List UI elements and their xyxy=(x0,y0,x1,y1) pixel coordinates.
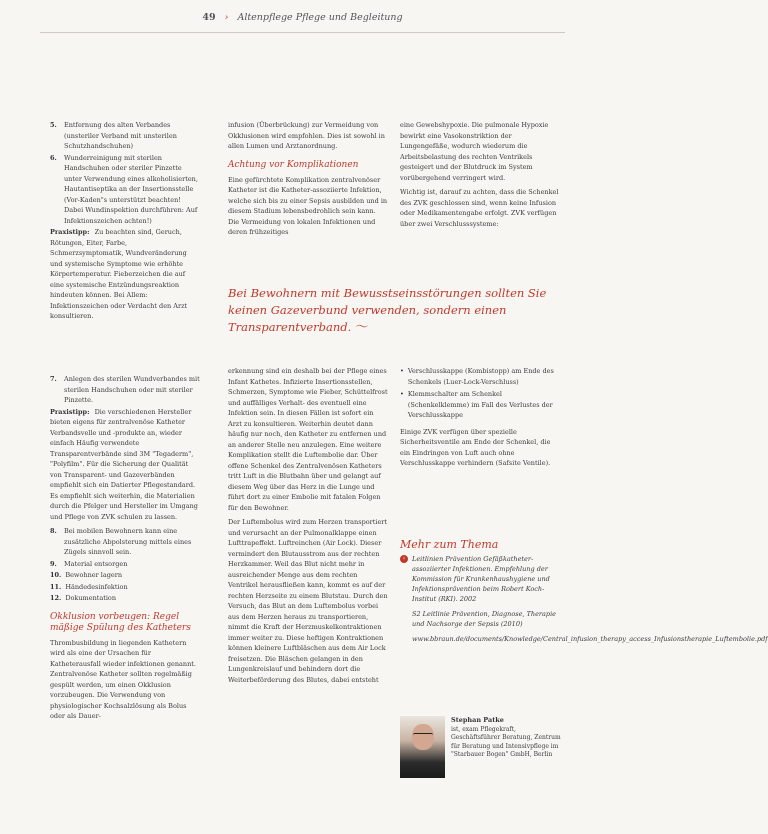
paragraph: Eine gefürchtete Komplikation zentralvenöser Katheter ist die Katheter-assoziierte Infektion, welche sich bis zu einer Sepsis ausbilden und in diesem Stadium lebensbedrohlich sein kann. Die Vermeidung von lokalen Infektionen und deren frühzeitiges xyxy=(228,175,388,236)
list-item: 12. Dokumentation xyxy=(50,594,117,602)
header-title: Altenpflege Pflege und Begleitung xyxy=(237,12,403,23)
list-item: 5. Entfernung des alten Verbandes (unsteriler Verband mit unsterilen Schutzhandschuhen) xyxy=(50,121,177,150)
praxistipp-2: Praxistipp: Die verschiedenen Hersteller bieten eigens für zentralvenöse Katheter Verbandsvelle und -produkte an, wieder einfach Häufig verwendete Transparentverbände sind 3M "Tegaderm", "Polyfilm". Für die Sicherung der Qualität von Transparent- und Gazeverbänden empfiehlt sich ein Datierter Pflegestandard. Es empfiehlt sich weiterhin, die Materialien durch die Pfelger und Hersteller im Umgang und Pflege von ZVK schulen zu lassen. xyxy=(50,407,198,521)
swoosh-icon: 〜 xyxy=(355,320,369,335)
section-heading: Okklusion vorbeugen: Regel mäßige Spülung des Katheters xyxy=(50,611,191,633)
author-box xyxy=(400,716,562,786)
column-1-bottom xyxy=(50,374,200,726)
paragraph: erkennung sind ein deshalb bei der Pflege eines Infant Kathetes. Infizierte Insertionsstellen, Schmerzen, Symptome wie Fieber, Schüttelfrost und auffälliges Verhalt- des eventuell eine Infektion sein. In diesen Fällen ist sofort ein Arzt zu konsultieren. Weiterhin deutet dann häufig nur noch, den Katheter zu entfernen und an anderer Stelle neu anzulegen. Eine weitere Komplikation stellt die Luftembolie dar. Über offene Schenkel des Zentralvenösen Katheters tritt Luft in die Blutbahn über und gelangt auf diesem Weg über das Herz in die Lunge und führt dort zu einer Embolie mit fatalen Folgen für den Bewohner. xyxy=(228,367,388,512)
column-2-top xyxy=(228,120,388,242)
header-rule xyxy=(40,32,565,33)
section-heading: Achtung vor Komplikationen xyxy=(228,159,359,170)
paragraph: Wichtig ist, darauf zu achten, dass die Schenkel des ZVK geschlossen sind, wenn keine Infusion oder Medikamentengabe erfolgt. ZVK verfügen über zwei Verschlusssysteme: xyxy=(400,188,559,228)
reference-link[interactable]: www.bbraun.de/documents/Knowledge/Central_infusion_therapy_access_Infusionstherapie_Luftembolie.pdf xyxy=(412,635,768,643)
paragraph: Thrombusbildung in liegenden Kathetern wird als eine der Ursachen für Katheterausfall wieder infektionen genannt. Zentralvenöse Katheter sollten regelmäßig gespült werden, um einen Okklusion vorzubeugen. Die Verwendung von physiologischer Kochsalzlösung als Bolus oder als Dauer- xyxy=(50,638,196,720)
author-name: Stephan Patke xyxy=(451,716,504,724)
page-number: 49 xyxy=(202,12,216,23)
list-item: • Verschlusskappe (Kombistopp) am Ende des Schenkels (Luer-Lock-Verschluss) xyxy=(400,367,554,386)
paragraph: infusion (Überbrückung) zur Vermeidung von Okklusionen wird empfohlen. Dies ist sowohl in allen Lumen und Arztanordnung. xyxy=(228,121,385,150)
list-item: • Klemmschalter am Schenkel (Schenkelklemme) im Fall des Verlustes der Verschlusskappe xyxy=(400,390,553,419)
list-item: 7. Anlegen des sterilen Wundverbandes mit sterilen Handschuhen oder mit steriler Pinzette. xyxy=(50,375,200,404)
reference-item: S2 Leitlinie Prävention, Diagnose, Therapie und Nachsorge der Sepsis (2010) xyxy=(412,610,557,628)
list-item: 8. Bei mobilen Bewohnern kann eine zusätzliche Abpolsterung mittels eines Zügels sinnvoll sein. xyxy=(50,527,192,556)
list-item: 10. Bewohner lagern xyxy=(50,571,123,579)
paragraph: Einige ZVK verfügen über spezielle Sicherheitsventile am Ende der Schenkel, die ein Eindringen von Luft auch ohne Verschlusskappe verhindern (Safsite Ventile). xyxy=(400,427,551,467)
further-reading-title: Mehr zum Thema xyxy=(400,538,499,551)
list-item: 6. Wunderreinigung mit sterilen Handschuhen oder steriler Pinzette unter Verwendung eines alkoholisierten, Hautantiseptika an der Insertionsstelle (Vor-Kaden"s unterstützt beachten! Dabei Wundinspektion durchführen: Auf Infektionszeichen achten!) xyxy=(50,153,198,225)
further-reading-box xyxy=(400,538,768,649)
reference-item: › Leitlinien Prävention Gefäßkatheter-assoziierter Infektionen. Empfehlung der Kommission für Krankenhaushygiene und Infektionsprävention beim Robert Koch-Institut (RKI). 2002 xyxy=(400,554,562,604)
running-header xyxy=(0,12,605,23)
column-3-top xyxy=(400,120,562,233)
list-item: 11. Händedesinfektion xyxy=(50,582,128,591)
column-2-bottom xyxy=(228,366,388,689)
header-separator: › xyxy=(224,12,229,23)
paragraph: Der Luftembolus wird zum Herzen transportiert und verursacht an der Pulmonalklappe einen Lufttrapeffekt. Luftreinchen (Air Lock). Dieser vermindert den Blutausstrom aus der rechten Herzkammer. Weil das Blut nicht mehr in ausreichender Menge aus dem rechten Ventrikel herausfließen kann, kommt es auf der rechten Herzseite zu einem Blutstau. Durch den Versuch, das Blut an dem Luftembolus vorbei aus dem Herzen heraus zu transportieren, nimmt die Kraft der Herzmuskelkontraktionen immer weiter zu. Diese heftigen Kontraktionen können kleinere Luftbläschen aus dem Air Lock freisetzen. Die Bläschen gelangen in den Lungenkreislauf und behindern dort die Weiterbeförderung des Blutes, dabei entsteht xyxy=(228,518,388,684)
paragraph: eine Gewebshypoxie. Die pulmonale Hypoxie bewirkt eine Vasokonstriktion der Lungengefäße, wodurch wiederum die Arbeitsbelastung des rechten Ventrikels gesteigert und der Blutdruck im System vorübergehend verringert wird. xyxy=(400,121,549,182)
arrow-bullet-icon: › xyxy=(400,555,408,563)
column-1-top xyxy=(50,120,200,326)
column-3-bottom xyxy=(400,366,562,473)
list-item: 9. Material entsorgen xyxy=(50,559,128,568)
praxistipp-1: Praxistipp: Zu beachten sind, Geruch, Rötungen, Eiter, Farbe, Schmerzsymptomatik, Wundveränderung und systemische Symptome wie erhöhte Körpertemperatur. Fieberzeichen die auf eine systemische Entzündungsreaktion hindeuten können. Bei Allem: Infektionszeichen oder Verdacht den Arzt konsultieren. xyxy=(50,228,188,320)
author-bio: ist, exam Pflegekraft, Geschäftsführer Beratung, Zentrum für Beratung und Intensivpflege im "Starbauer Bogen" GmbH, Berlin xyxy=(451,725,561,758)
pull-quote: Bei Bewohnern mit Bewusstseinsstörungen sollten Sie keinen Gazeverbund verwenden, sondern einen Transparentverband. 〜 xyxy=(228,286,547,335)
author-photo xyxy=(400,716,445,778)
